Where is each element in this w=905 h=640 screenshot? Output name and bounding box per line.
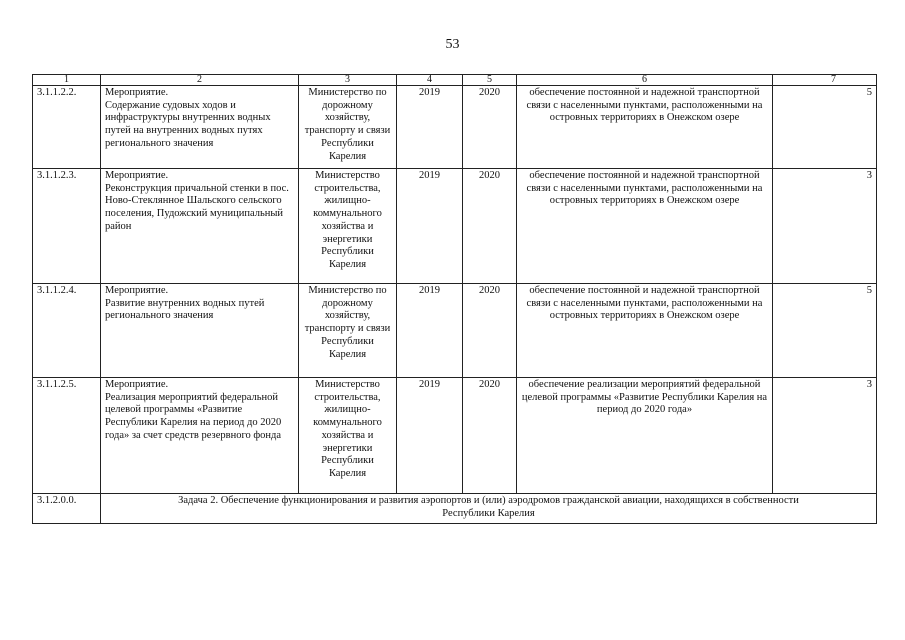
row-result: обеспечение постоянной и надежной транспортной связи с населенными пунктами, расположенными на островных территориях в Онежском озере	[517, 86, 773, 169]
row-executor: Министерство по дорожному хозяйству, транспорту и связи Республики Карелия	[299, 86, 397, 169]
row-start-year: 2019	[397, 378, 463, 494]
row-start-year: 2019	[397, 284, 463, 378]
row-start-year: 2019	[397, 169, 463, 284]
table-row	[33, 378, 877, 494]
column-number-row	[33, 75, 877, 86]
row-code: 3.1.1.2.5.	[33, 378, 101, 494]
task-title: Задача 2. Обеспечение функционирования и развития аэропортов и (или) аэродромов гражданской авиации, находящихся в собственности Республики Карелия	[101, 494, 877, 524]
column-number-cell: 3	[299, 75, 397, 86]
program-activities-table	[32, 74, 877, 524]
row-end-year: 2020	[463, 284, 517, 378]
row-executor: Министерство строительства, жилищно-коммунального хозяйства и энергетики Республики Карелия	[299, 169, 397, 284]
column-number-cell: 7	[773, 75, 877, 86]
row-end-year: 2020	[463, 86, 517, 169]
row-end-year: 2020	[463, 169, 517, 284]
row-link: 3	[773, 169, 877, 284]
table-row	[33, 86, 877, 169]
row-link: 5	[773, 284, 877, 378]
column-number-cell: 2	[101, 75, 299, 86]
row-code: 3.1.1.2.4.	[33, 284, 101, 378]
row-result: обеспечение постоянной и надежной транспортной связи с населенными пунктами, расположенными на островных территориях в Онежском озере	[517, 169, 773, 284]
row-link: 5	[773, 86, 877, 169]
page-number: 53	[445, 37, 460, 52]
row-activity: Мероприятие. Содержание судовых ходов и инфраструктуры внутренних водных путей на внутренних водных путях регионального значения	[101, 86, 299, 169]
row-link: 3	[773, 378, 877, 494]
column-number-cell: 4	[397, 75, 463, 86]
task-code: 3.1.2.0.0.	[33, 494, 101, 524]
row-executor: Министерство строительства, жилищно-коммунального хозяйства и энергетики Республики Карелия	[299, 378, 397, 494]
row-activity: Мероприятие. Реконструкция причальной стенки в пос. Ново-Стеклянное Шальского сельского поселения, Пудожский муниципальный район	[101, 169, 299, 284]
row-executor: Министерство по дорожному хозяйству, транспорту и связи Республики Карелия	[299, 284, 397, 378]
table-row	[33, 284, 877, 378]
row-start-year: 2019	[397, 86, 463, 169]
row-end-year: 2020	[463, 378, 517, 494]
row-code: 3.1.1.2.3.	[33, 169, 101, 284]
row-code: 3.1.1.2.2.	[33, 86, 101, 169]
task-row	[33, 494, 877, 524]
table-row	[33, 169, 877, 284]
column-number-cell: 6	[517, 75, 773, 86]
row-result: обеспечение постоянной и надежной транспортной связи с населенными пунктами, расположенными на островных территориях в Онежском озере	[517, 284, 773, 378]
row-activity: Мероприятие. Развитие внутренних водных путей регионального значения	[101, 284, 299, 378]
column-number-cell: 1	[33, 75, 101, 86]
row-activity: Мероприятие. Реализация мероприятий федеральной целевой программы «Развитие Республики Карелия на период до 2020 года» за счет средств резервного фонда	[101, 378, 299, 494]
column-number-cell: 5	[463, 75, 517, 86]
row-result: обеспечение реализации мероприятий федеральной целевой программы «Развитие Республики Карелия на период до 2020 года»	[517, 378, 773, 494]
